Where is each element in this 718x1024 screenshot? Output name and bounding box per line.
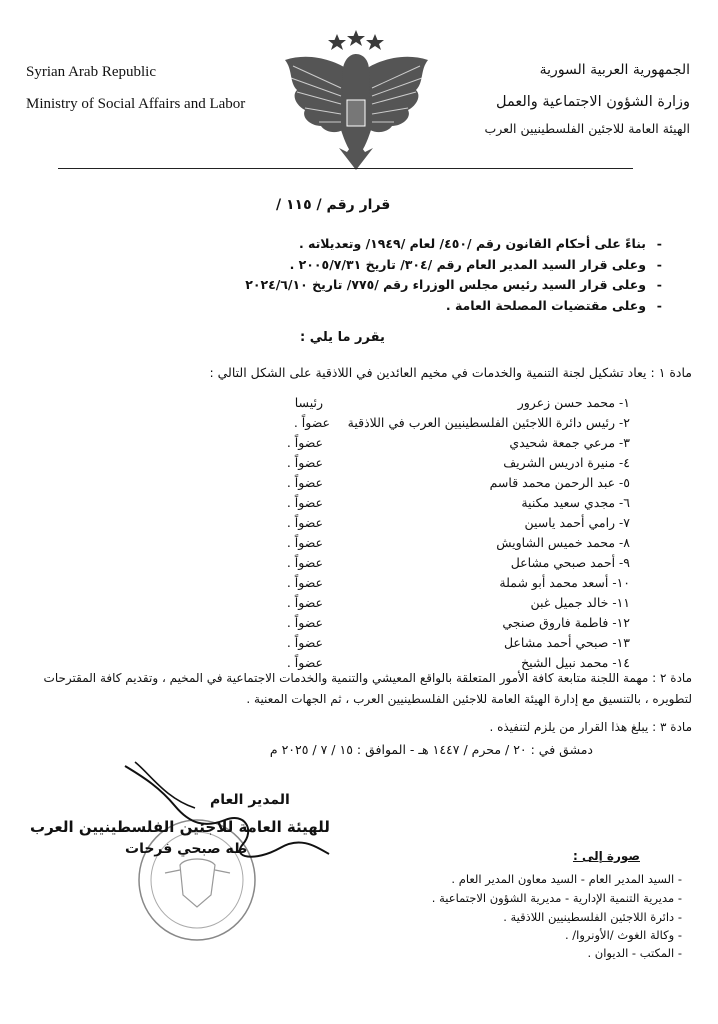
date-line: دمشق في : ٢٠ / محرم / ١٤٤٧ هـ - الموافق : ١٥ / ٧ / ٢٠٢٥ م <box>269 742 593 757</box>
member-name: ١٤- محمد نبيل الشيخ <box>521 655 630 670</box>
signature-organization: للهيئة العامة للاجئين الفلسطينيين العرب <box>30 818 330 836</box>
member-role: عضواً . <box>286 535 323 550</box>
header-arabic-country: الجمهورية العربية السورية <box>539 62 690 78</box>
preamble-line: -وعلى قرار السيد المدير العام رقم /٣٠٤/ تاريخ ٢٠٠٥/٧/٣١ . <box>289 257 662 272</box>
preamble-line: -وعلى مقتضيات المصلحة العامة . <box>445 298 662 313</box>
member-name: ٩- أحمد صبحي مشاعل <box>510 555 630 570</box>
member-role: عضواً . <box>286 555 323 570</box>
member-role: عضواً . <box>286 575 323 590</box>
member-role: عضواً . <box>286 455 323 470</box>
member-role: عضواً . <box>286 595 323 610</box>
member-name: ١٠- أسعد محمد أبو شملة <box>499 575 630 590</box>
member-role: عضواً . <box>293 415 330 430</box>
header-arabic-ministry: وزارة الشؤون الاجتماعية والعمل <box>495 94 690 110</box>
member-name: ١١- خالد جميل غبن <box>530 595 630 610</box>
cc-item: - مديرية التنمية الإدارية - مديرية الشؤون الاجتماعية . <box>431 891 682 905</box>
preamble-line: -وعلى قرار السيد رئيس مجلس الوزراء رقم /٧٧٥/ تاريخ ٢٠٢٤/٦/١٠ <box>245 277 662 292</box>
article-2: مادة ٢ : مهمة اللجنة متابعة كافة الأمور المتعلقة بالواقع المعيشي والتنمية والخدمات الاجتماعية في المخيم ، وتقديم كافة المقترحات لتطويره ، بالتنسيق مع إدارة الهيئة العامة للاجئين الفلسطينيين العرب ، ثم الجهات المعنية . <box>43 671 692 706</box>
header-english-country: Syrian Arab Republic <box>26 64 156 80</box>
member-name: ١- محمد حسن زعرور <box>517 395 630 410</box>
member-name: ٨- محمد خميس الشاويش <box>496 535 630 550</box>
article-3: مادة ٣ : يبلغ هذا القرار من يلزم لتنفيذه . <box>489 720 692 734</box>
member-name: ٧- رامي أحمد ياسين <box>524 515 630 530</box>
header-divider <box>58 168 633 169</box>
member-role: عضواً . <box>286 635 323 650</box>
signature-title: المدير العام <box>210 792 290 808</box>
member-name: ٣- مرعي جمعة شحيدي <box>509 435 630 450</box>
header-english-ministry: Ministry of Social Affairs and Labor <box>26 96 246 112</box>
cc-item: - المكتب - الديوان . <box>587 946 682 960</box>
member-name: ٢- رئيس دائرة اللاجئين الفلسطينيين العرب في اللاذقية <box>347 415 630 430</box>
member-role: عضواً . <box>286 495 323 510</box>
preamble-line: -بناءً على أحكام القانون رقم /٤٥٠/ لعام /١٩٤٩/ وتعديلاته . <box>298 236 662 251</box>
member-name: ١٣- صبحي أحمد مشاعل <box>503 635 630 650</box>
signature-name: طه صبحي فرحات <box>125 841 248 857</box>
syrian-eagle-emblem-icon <box>279 30 434 172</box>
decides-heading: يقرر ما يلي : <box>300 330 385 345</box>
member-role: عضواً . <box>286 435 323 450</box>
cc-item: - السيد المدير العام - السيد معاون المدير العام . <box>451 872 682 886</box>
member-name: ٥- عبد الرحمن محمد قاسم <box>489 475 630 490</box>
member-role: عضواً . <box>286 615 323 630</box>
member-name: ٤- منيرة ادريس الشريف <box>503 455 630 470</box>
member-role: رئيسا <box>294 395 323 410</box>
member-role: عضواً . <box>286 475 323 490</box>
cc-heading: صورة إلى : <box>572 849 640 863</box>
member-role: عضواً . <box>286 515 323 530</box>
cc-item: - وكالة الغوث /الأونروا/ . <box>565 928 682 942</box>
member-role: عضواً . <box>286 655 323 670</box>
member-name: ٦- مجدي سعيد مكنية <box>521 495 630 510</box>
decision-title: قرار رقم / ١١٥ / <box>276 197 391 213</box>
header-arabic-authority: الهيئة العامة للاجئين الفلسطينيين العرب <box>484 121 690 136</box>
member-name: ١٢- فاطمة فاروق صنجي <box>502 615 630 630</box>
article-1: مادة ١ : يعاد تشكيل لجنة التنمية والخدمات في مخيم العائدين في اللاذقية على الشكل التالي : <box>209 365 692 380</box>
cc-item: - دائرة اللاجئين الفلسطينيين اللاذقية . <box>503 910 682 924</box>
